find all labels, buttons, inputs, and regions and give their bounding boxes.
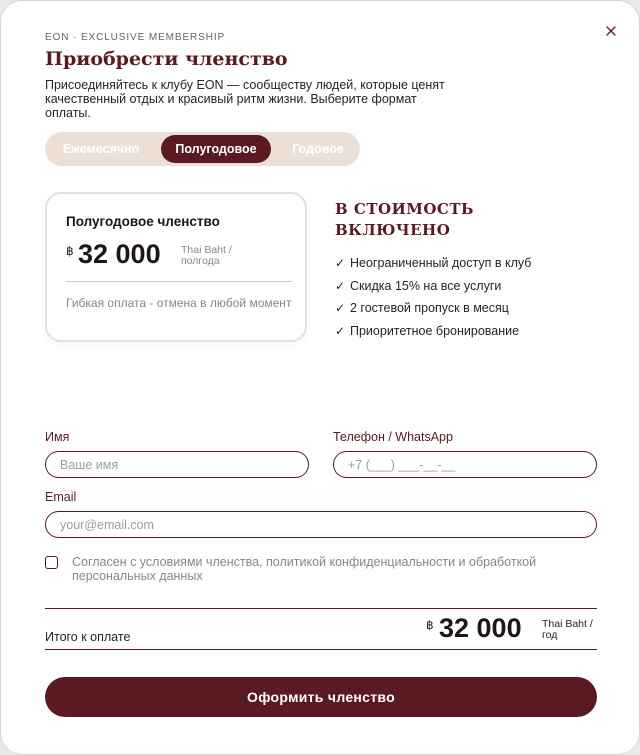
total-price: 32 000 (439, 613, 522, 643)
close-button[interactable] (601, 21, 621, 41)
check-icon: ✓ (335, 323, 346, 338)
included-item (335, 320, 531, 343)
consent-label: Согласен с условиями членства, политикой конфиденциальности и обработкой персональных данных (72, 555, 537, 583)
tab-monthly[interactable]: Ежемесячно (62, 142, 140, 156)
plan-price: 32 000 (78, 239, 161, 269)
email-input[interactable] (45, 511, 597, 538)
check-icon: ✓ (335, 278, 346, 293)
included-title: В СТОИМОСТЬ ВКЛЮЧЕНО (335, 200, 474, 239)
included-item-label: Скидка 15% на все услуги (350, 278, 502, 293)
included-item (335, 252, 531, 275)
plan-card (45, 192, 307, 342)
phone-label: Телефон / WhatsApp (333, 430, 453, 444)
total-divider-top (45, 608, 597, 609)
check-icon: ✓ (335, 301, 346, 316)
submit-button[interactable]: Оформить членство (45, 677, 597, 717)
total-currency-symbol: ฿ (426, 618, 434, 632)
close-icon (606, 26, 616, 36)
total-divider-bottom (45, 649, 597, 650)
included-item (335, 297, 531, 320)
plan-name: Полугодовое членство (66, 214, 220, 229)
plan-currency-symbol: ฿ (66, 244, 74, 258)
tab-half-year[interactable]: Полугодовое (161, 135, 271, 163)
billing-tabs (45, 132, 360, 166)
total-label: Итого к оплате (45, 630, 131, 644)
name-input[interactable] (45, 451, 309, 478)
included-list (335, 252, 531, 342)
tab-yearly[interactable]: Годовое (292, 142, 344, 156)
consent-checkbox[interactable] (45, 556, 58, 569)
plan-price-unit: Thai Baht / полгода (181, 244, 232, 267)
name-label: Имя (45, 430, 70, 444)
email-label: Email (45, 490, 77, 504)
phone-input[interactable] (333, 451, 597, 478)
modal-subtitle: Присоединяйтесь к клубу EON — сообществу людей, которые ценят качественный отдых и красивый ритм жизни. Выберите формат оплаты. (45, 78, 445, 120)
eyebrow-label: EON · EXCLUSIVE MEMBERSHIP (45, 32, 226, 43)
included-item-label: Приоритетное бронирование (350, 323, 520, 338)
included-item (335, 275, 531, 298)
modal-title: Приобрести членство (45, 48, 288, 70)
included-item-label: 2 гостевой пропуск в месяц (350, 301, 509, 316)
check-icon: ✓ (335, 256, 346, 271)
plan-divider (66, 281, 292, 282)
included-item-label: Неограниченный доступ в клуб (350, 256, 532, 271)
total-price-unit: Thai Baht / год (542, 618, 593, 641)
plan-note: Гибкая оплата - отмена в любой момент (66, 296, 292, 310)
